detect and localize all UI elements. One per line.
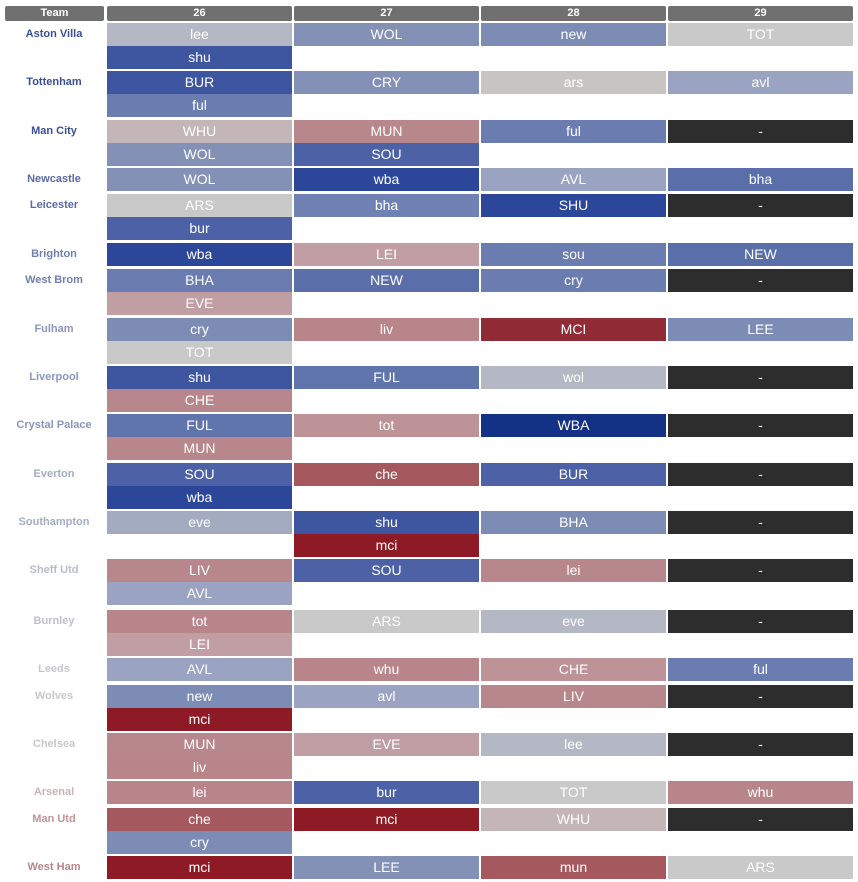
- team-name: Tottenham: [26, 76, 82, 88]
- fixture-cell: AVL: [107, 582, 292, 605]
- fixture-cell: SOU: [107, 463, 292, 486]
- fixture-cell: BHA: [481, 511, 666, 534]
- fixture-cell: lee: [481, 733, 666, 756]
- team-name: Aston Villa: [25, 28, 83, 40]
- fixture-cell: mci: [294, 808, 479, 831]
- team-name: Crystal Palace: [16, 419, 92, 431]
- fixture-cell: SHU: [481, 194, 666, 217]
- fixture-cell: lee: [107, 23, 292, 46]
- fixture-cell: LIV: [481, 685, 666, 708]
- fixture-cell: EVE: [107, 292, 292, 315]
- fixture-cell: MUN: [294, 120, 479, 143]
- fixture-cell: ARS: [294, 610, 479, 633]
- team-name: Arsenal: [33, 786, 75, 798]
- team-name: Sheff Utd: [29, 564, 79, 576]
- team-name: Wolves: [34, 690, 74, 702]
- team-name: Everton: [33, 468, 75, 480]
- fixture-cell: CHE: [107, 389, 292, 412]
- fixture-cell: WOL: [294, 23, 479, 46]
- fixture-cell: WOL: [107, 143, 292, 166]
- fixture-cell: WHU: [481, 808, 666, 831]
- fixture-cell: SOU: [294, 559, 479, 582]
- fixture-cell: -: [668, 414, 853, 437]
- fixture-cell: whu: [294, 658, 479, 681]
- fixture-cell: wol: [481, 366, 666, 389]
- fixture-cell: ful: [668, 658, 853, 681]
- fixture-cell: lei: [481, 559, 666, 582]
- fixture-cell: -: [668, 463, 853, 486]
- fixture-cell: bur: [294, 781, 479, 804]
- fixture-cell: CRY: [294, 71, 479, 94]
- header-gameweek: 29: [668, 6, 853, 21]
- fixture-cell: sou: [481, 243, 666, 266]
- fixture-cell: WHU: [107, 120, 292, 143]
- fixture-cell: NEW: [294, 269, 479, 292]
- fixture-cell: wba: [294, 168, 479, 191]
- fixture-cell: LEE: [294, 856, 479, 879]
- fixture-cell: che: [107, 808, 292, 831]
- fixture-cell: SOU: [294, 143, 479, 166]
- fixture-cell: eve: [481, 610, 666, 633]
- fixture-cell: cry: [107, 318, 292, 341]
- fixture-cell: ARS: [107, 194, 292, 217]
- header-team: Team: [5, 6, 104, 21]
- fixture-cell: ful: [481, 120, 666, 143]
- fixture-cell: new: [107, 685, 292, 708]
- fixture-cell: liv: [294, 318, 479, 341]
- fixture-cell: TOT: [481, 781, 666, 804]
- fixture-cell: NEW: [668, 243, 853, 266]
- team-name: Southampton: [18, 516, 90, 528]
- fixture-cell: -: [668, 120, 853, 143]
- fixture-cell: new: [481, 23, 666, 46]
- fixture-cell: -: [668, 366, 853, 389]
- fixture-cell: AVL: [481, 168, 666, 191]
- fixture-cell: cry: [107, 831, 292, 854]
- fixture-cell: EVE: [294, 733, 479, 756]
- fixture-cell: MUN: [107, 437, 292, 460]
- team-name: West Ham: [27, 861, 81, 873]
- fixture-cell: shu: [107, 46, 292, 69]
- fixture-cell: bha: [668, 168, 853, 191]
- fixture-cell: lei: [107, 781, 292, 804]
- fixture-cell: -: [668, 559, 853, 582]
- fixture-cell: mci: [107, 708, 292, 731]
- fixture-cell: tot: [107, 610, 292, 633]
- team-name: West Brom: [25, 274, 83, 286]
- fixture-cell: BUR: [107, 71, 292, 94]
- fixture-cell: avl: [668, 71, 853, 94]
- fixture-cell: WOL: [107, 168, 292, 191]
- fixture-cell: FUL: [107, 414, 292, 437]
- team-name: Leicester: [29, 199, 79, 211]
- team-name: Brighton: [31, 248, 77, 260]
- fixture-cell: TOT: [668, 23, 853, 46]
- fixture-cell: bur: [107, 217, 292, 240]
- fixture-cell: cry: [481, 269, 666, 292]
- fixture-cell: ful: [107, 94, 292, 117]
- fixture-cell: LIV: [107, 559, 292, 582]
- fixture-cell: LEI: [107, 633, 292, 656]
- team-name: Chelsea: [32, 738, 76, 750]
- fixture-cell: -: [668, 194, 853, 217]
- fixture-cell: LEI: [294, 243, 479, 266]
- fixture-cell: eve: [107, 511, 292, 534]
- team-name: Man City: [31, 125, 77, 137]
- team-name: Fulham: [34, 323, 74, 335]
- fixture-cell: -: [668, 610, 853, 633]
- fixture-cell: ARS: [668, 856, 853, 879]
- fixture-cell: tot: [294, 414, 479, 437]
- fixture-cell: whu: [668, 781, 853, 804]
- fixture-cell: -: [668, 685, 853, 708]
- team-name: Leeds: [38, 663, 70, 675]
- fixture-cell: FUL: [294, 366, 479, 389]
- fixture-cell: -: [668, 511, 853, 534]
- fixture-cell: -: [668, 733, 853, 756]
- fixture-cell: shu: [294, 511, 479, 534]
- fixture-cell: wba: [107, 486, 292, 509]
- fixture-cell: MUN: [107, 733, 292, 756]
- fixture-cell: LEE: [668, 318, 853, 341]
- team-name: Man Utd: [32, 813, 76, 825]
- fixture-cell: wba: [107, 243, 292, 266]
- fixture-cell: WBA: [481, 414, 666, 437]
- fixture-cell: mci: [294, 534, 479, 557]
- team-name: Burnley: [33, 615, 75, 627]
- header-gameweek: 28: [481, 6, 666, 21]
- fixture-cell: BHA: [107, 269, 292, 292]
- header-gameweek: 27: [294, 6, 479, 21]
- fixture-cell: mun: [481, 856, 666, 879]
- fixture-cell: bha: [294, 194, 479, 217]
- team-name: Newcastle: [27, 173, 81, 185]
- header-gameweek: 26: [107, 6, 292, 21]
- fixture-cell: avl: [294, 685, 479, 708]
- fixture-cell: shu: [107, 366, 292, 389]
- fixture-cell: mci: [107, 856, 292, 879]
- fixture-cell: che: [294, 463, 479, 486]
- team-name: Liverpool: [29, 371, 79, 383]
- fixture-cell: MCI: [481, 318, 666, 341]
- fixture-cell: -: [668, 808, 853, 831]
- fixture-cell: ars: [481, 71, 666, 94]
- fixture-cell: AVL: [107, 658, 292, 681]
- fixture-cell: CHE: [481, 658, 666, 681]
- fixture-cell: liv: [107, 756, 292, 779]
- fixture-cell: TOT: [107, 341, 292, 364]
- fixture-cell: BUR: [481, 463, 666, 486]
- fixture-cell: -: [668, 269, 853, 292]
